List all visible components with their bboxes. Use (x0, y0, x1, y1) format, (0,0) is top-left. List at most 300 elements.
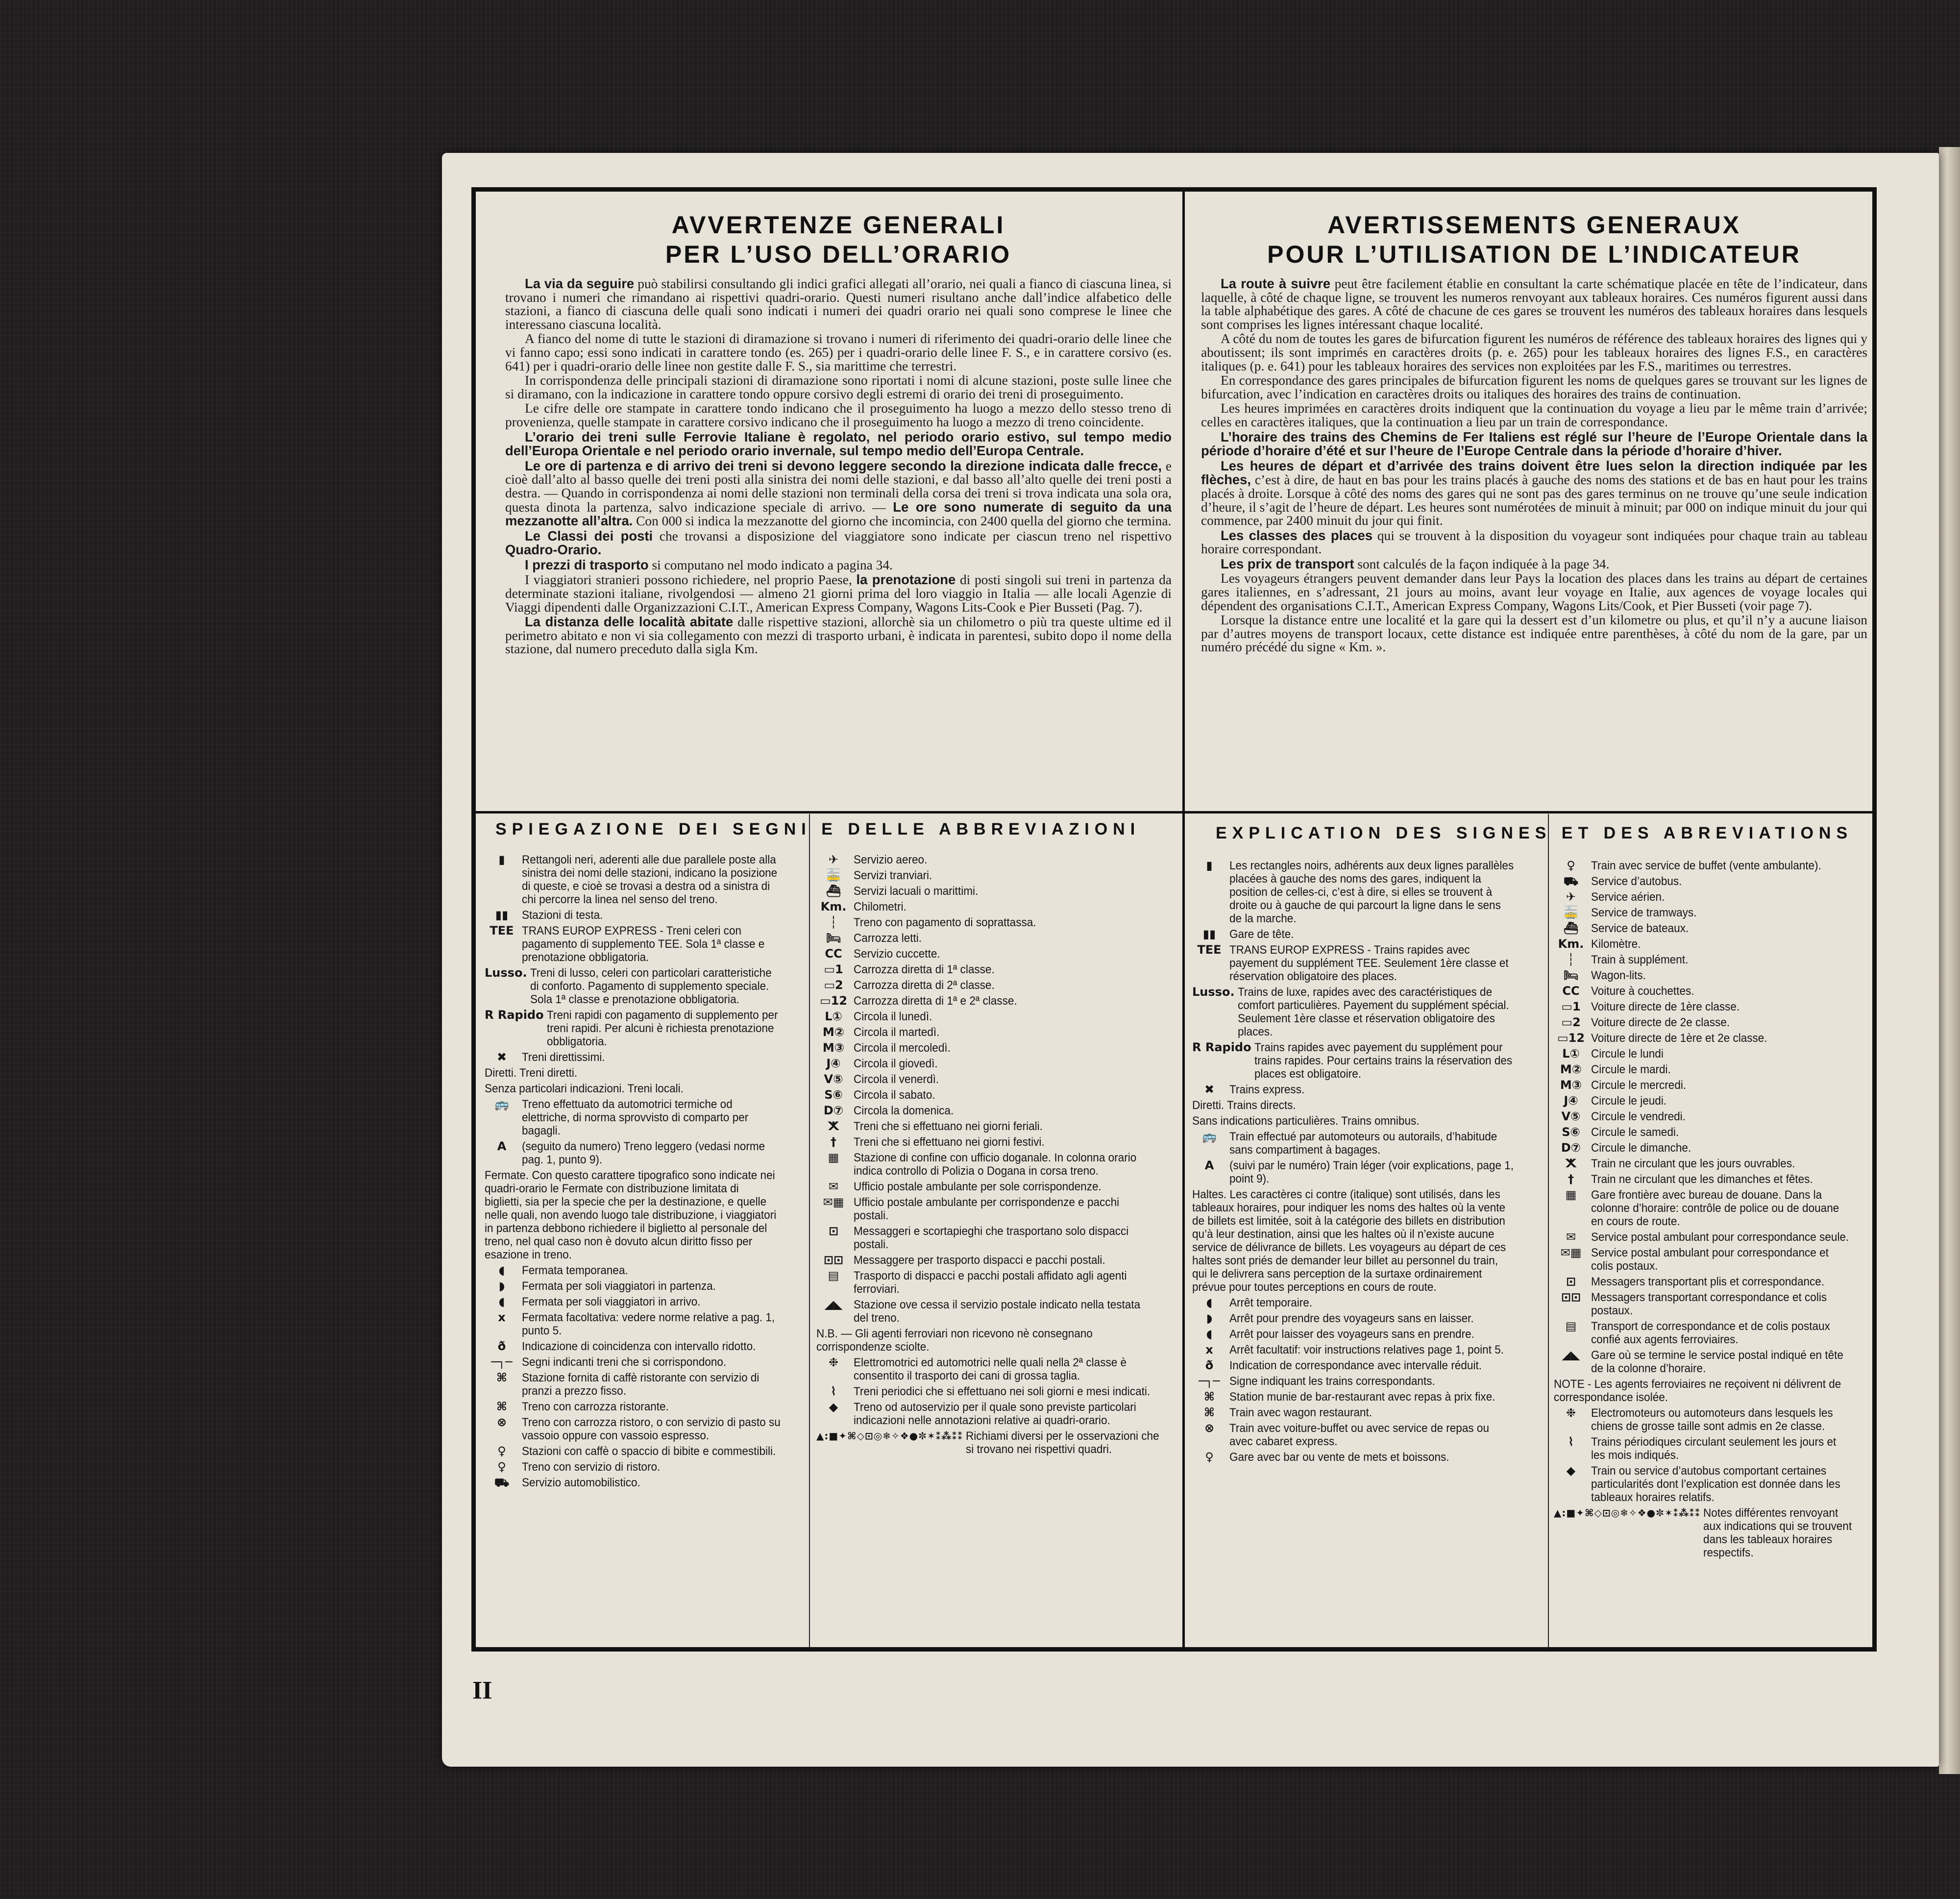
french-title-line1: AVERTISSEMENTS GENERAUX (1327, 211, 1741, 239)
legend-entry (1192, 859, 1540, 925)
legend-description: Diretti. Trains directs. (1192, 1099, 1296, 1112)
it-paragraph (505, 459, 1172, 528)
legend-entry (816, 963, 1176, 976)
legend-entry (1554, 922, 1872, 935)
legend-description: Segni indicanti treni che si corrispondono. (522, 1356, 727, 1369)
legend-symbol-icon: ⌘ (496, 1400, 508, 1413)
legend-entry (816, 979, 1176, 992)
legend-symbol-icon: ⌇ (831, 1384, 836, 1398)
legend-entry (485, 1340, 803, 1353)
legend-description: Stazioni con caffè o spaccio di bibite e commestibili. (522, 1445, 776, 1458)
legend-entry (816, 916, 1176, 929)
legend-entry (1192, 1114, 1540, 1128)
fr-p8-lead: Les prix de transport (1221, 556, 1354, 571)
legend-symbol-icon: ◖ (498, 1263, 505, 1277)
legend-symbol-icon: TEE (1197, 943, 1222, 957)
legend-symbol-icon: ┆ (1567, 953, 1575, 966)
legend-description: Circule le mercredi. (1591, 1079, 1687, 1092)
fr-p7-lead: Les classes des places (1221, 527, 1373, 543)
legend-entry (485, 1098, 803, 1137)
legend-description: Arrêt pour laisser des voyageurs sans en prendre. (1229, 1328, 1474, 1341)
legend-symbol-icon: CC (825, 947, 842, 961)
legend-symbol-icon: ◗ (1206, 1311, 1213, 1325)
legend-description: Circule le mardi. (1591, 1063, 1671, 1076)
legend-description: Treno con pagamento di soprattassa. (854, 916, 1036, 929)
legend-description: Trains de luxe, rapides avec des caractéristiques de comfort particulières. Payement du supplément spécial. Seulement 1ère classe et réservation obligatoire des places. (1237, 986, 1509, 1038)
legend-description: Stazione ove cessa il servizio postale indicato nella testata del treno. (854, 1298, 1141, 1325)
italian-title-line1: AVVERTENZE GENERALI (671, 211, 1005, 239)
legend-entry (1554, 1173, 1872, 1186)
legend-entry (1192, 1099, 1540, 1112)
it-p10: dalle rispettive stazioni, allorchè sia un chilometro o più tra queste ultime ed il perimetro abitato e non vi sia collegamento con mezzi di trasporto urbani, è indicata in parentesi, subito dopo il nome della stazione, dal numero preceduto dalla sigla Km. (505, 615, 1172, 657)
it-paragraph (505, 529, 1172, 557)
legend-entry (816, 1057, 1176, 1070)
legend-entry (1554, 1435, 1872, 1462)
legend-description: Service aérien. (1591, 890, 1665, 904)
legend-entry (1554, 875, 1872, 888)
legend-symbol-icon: ▭12 (1557, 1031, 1585, 1045)
legend-entry (1554, 1188, 1872, 1228)
it-p3: In corrispondenza delle principali stazioni di diramazione sono riportati i nomi di alcune stazioni, poste sulle linee che si diramano, con la indicazione in carattere tondo oppure corsivo degli estremi di orario dei treni di proseguimento. (505, 373, 1172, 401)
legend-entry (816, 1041, 1176, 1055)
legend-entry (1192, 1296, 1540, 1309)
legend-symbol-icon: ✈ (828, 853, 839, 866)
legend-symbol-icon: ◢◣ (1562, 1348, 1580, 1362)
legend-entry (485, 1460, 803, 1474)
legend-description: Train ne circulant que les jours ouvrables. (1591, 1157, 1795, 1170)
legend-entry (1554, 1464, 1872, 1504)
legend-symbol-icon: D⑦ (823, 1104, 844, 1117)
legend-description: Diretti. Treni diretti. (485, 1066, 578, 1080)
legend-symbol-icon: Km. (820, 900, 847, 913)
legend-description: Trasporto di dispacci e pacchi postali affidato agli agenti ferroviari. (854, 1269, 1127, 1296)
legend-symbol-icon: Lusso. (1192, 985, 1235, 999)
column-divider (1182, 192, 1185, 1647)
legend-symbol-icon: J④ (1564, 1094, 1578, 1108)
legend-description: Train ne circulant que les dimanches et fêtes. (1591, 1173, 1813, 1186)
legend-symbol-icon: R Rapido (1192, 1040, 1251, 1054)
legend-rule-it (809, 814, 810, 1647)
legend-entry (485, 853, 803, 906)
page-number: II (472, 1677, 492, 1704)
fr-paragraph (1201, 557, 1867, 571)
legend-description: Senza particolari indicazioni. Treni locali. (485, 1082, 684, 1095)
legend-entry (485, 1169, 803, 1261)
legend-symbol-icon: ✈ (1566, 890, 1576, 904)
legend-description: Circola il sabato. (854, 1088, 935, 1102)
legend-description: Circola il lunedì. (854, 1010, 932, 1023)
legend-description: Carrozza letti. (854, 932, 922, 945)
legend-description: Gare avec bar ou vente de mets et boissons. (1229, 1451, 1449, 1464)
legend-entry (485, 1082, 803, 1095)
legend-symbol-icon: ✖ (496, 1050, 507, 1064)
legend-description: Treni che si effettuano nei giorni festivi. (854, 1135, 1045, 1149)
legend-entry (816, 1180, 1176, 1193)
legend-entry (1554, 859, 1872, 872)
legend-description: Fermate. Con questo carattere tipografico sono indicate nei quadri-orario le Fermate con distribuzione limitata di biglietti, sia per la specie che per la destinazione, e quelle nelle quali, non avendo luogo tale distribuzione, i viaggiatori in partenza debbono richiedere il biglietto al personale del treno, nel qual caso non è dovuto alcun diritto fisso per esazione in treno. (485, 1169, 777, 1261)
legend-description: Stazione di confine con ufficio doganale. In colonna orario indica controllo di Polizia o Dogana in corsa treno. (854, 1151, 1137, 1178)
legend-entry (1554, 1079, 1872, 1092)
fr-paragraph (1201, 459, 1867, 528)
legend-entry (816, 1430, 1176, 1456)
legend-symbol-icon: x (1205, 1343, 1213, 1356)
legend-description: Voiture à couchettes. (1591, 985, 1694, 998)
legend-symbol-icon: ⊡⊡ (823, 1253, 844, 1267)
legend-symbol-icon: ▲:■✦⌘◇⊡◎❄✧❖●✼✶⁑⁂⁑⁑ (816, 1430, 963, 1442)
legend-entry (816, 1088, 1176, 1102)
fr-p6-lead: Les heures de départ et d’arrivée des trains doivent être lues selon la direction indiquée par les flèches, (1201, 458, 1867, 488)
legend-symbol-icon: V⑤ (1561, 1110, 1581, 1123)
legend-entry (485, 966, 803, 1006)
legend-symbol-icon: ♀ (1567, 859, 1575, 872)
legend-symbol-icon: ⊗ (1204, 1421, 1215, 1435)
italian-title-line2: PER L’USO DELL’ORARIO (665, 241, 1012, 268)
legend-entry (816, 1120, 1176, 1133)
legend-symbol-icon: A (1204, 1159, 1214, 1172)
legend-entry (485, 1051, 803, 1064)
legend-description: Indicazione di coincidenza con intervallo ridotto. (522, 1340, 756, 1353)
legend-entry (1554, 969, 1872, 982)
legend-entry (816, 1104, 1176, 1117)
legend-entry (816, 1327, 1176, 1354)
legend-entry (816, 1225, 1176, 1251)
legend-entry (816, 994, 1176, 1008)
legend-entry (485, 1009, 803, 1048)
legend-entry (485, 909, 803, 922)
legend-description: Gare frontière avec bureau de douane. Dans la colonne d’horaire: contrôle de police ou de douane en cours de route. (1591, 1188, 1839, 1228)
legend-rule-fr (1548, 814, 1549, 1647)
legend-description: Stazione fornita di caffè ristorante con servizio di pranzi a prezzo fisso. (522, 1371, 760, 1398)
legend-symbol-icon: ♀ (1205, 1450, 1214, 1464)
legend-description: Train avec service de buffet (vente ambulante). (1591, 859, 1821, 872)
timetable-page (442, 153, 1939, 1767)
legend-description: TRANS EUROP EXPRESS - Treni celeri con pagamento di supplemento TEE. Sola 1ª classe e prenotazione obbligatoria. (522, 924, 765, 964)
legend-symbol-icon: 🚌 (1202, 1130, 1217, 1143)
legend-symbol-icon: ◢◣ (824, 1298, 843, 1311)
legend-symbol-icon: ◖ (1206, 1296, 1213, 1309)
legend-description: Arrêt facultatif: voir instructions relatives page 1, point 5. (1229, 1343, 1504, 1356)
legend-entry (1192, 1312, 1540, 1325)
it-p9: I viaggiatori stranieri possono richiedere, nel proprio Paese, (525, 572, 857, 588)
legend-entry (1554, 1110, 1872, 1123)
fr-p9: Les voyageurs étrangers peuvent demander dans leur Pays la location des places dans les trains au départ de certaines gares italiennes, en s’adressant, 21 jours au moins, avant leur voyage en Italie, aux agences de voyage locales qui dépendent des organisations C.I.T., American Express Company, Wagons Lits/Cook, et Pier Busseti (voir page 7). (1201, 571, 1867, 613)
next-page-edge (1939, 147, 1960, 1774)
legend-description: Arrêt temporaire. (1229, 1296, 1313, 1309)
legend-entry (485, 1416, 803, 1442)
legend-description: Electromoteurs ou automoteurs dans lesquels les chiens de grosse taille sont admis en 2e classe. (1591, 1406, 1833, 1433)
legend-entry (1554, 1275, 1872, 1288)
legend-symbol-icon: L① (1562, 1047, 1580, 1060)
legend-symbol-icon: ⛟ (494, 1476, 510, 1489)
fr-p2: A côté du nom de toutes les gares de bifurcation figurent les numéros de référence des tableaux horaires des lignes qui y aboutissent; ils sont imprimés en caractères droits (p. e. 265) pour les tableaux horaires des lignes F.S., en caractères italiques (p. e. 641) pour les tableaux horaires des services non exploitées par les F.S., maritimes ou terrestres. (1201, 331, 1867, 373)
legend-symbol-icon: M② (822, 1025, 845, 1039)
legend-description: Treni periodici che si effettuano nei soli giorni e mesi indicati. (854, 1385, 1151, 1398)
legend-description: Messaggeri e scortapieghi che trasportano solo dispacci postali. (854, 1225, 1129, 1251)
legend-entry (1192, 1041, 1540, 1081)
legend-description: Ufficio postale ambulante per sole corrispondenze. (854, 1180, 1102, 1193)
legend-symbol-icon: ♀ (497, 1460, 506, 1474)
legend-description: Fermata facoltativa: vedere norme relative a pag. 1, punto 5. (522, 1311, 775, 1337)
legend-entry (485, 924, 803, 964)
legend-symbol-icon: ❉ (828, 1356, 839, 1369)
fr-p5: L’horaire des trains des Chemins de Fer Italiens est réglé sur l’heure de l’Europe Orientale dans la période d’horaire d’été et sur l’heure de l’Europe Centrale dans la période d’horaire d’hiver. (1201, 429, 1867, 459)
legend-description: Transport de correspondance et de colis postaux confié aux agents ferroviaires. (1591, 1320, 1830, 1346)
legend-symbol-icon: S⑥ (1562, 1125, 1580, 1139)
legend-description: Service postal ambulant pour correspondance seule. (1591, 1231, 1849, 1244)
legend-entry (1554, 1349, 1872, 1375)
legend-entry (485, 1476, 803, 1489)
legend-symbol-icon: † (1568, 1172, 1574, 1186)
legend-entry (1554, 890, 1872, 904)
legend-entry (1192, 986, 1540, 1038)
legend-description: Stazioni di testa. (522, 909, 603, 922)
legend-symbol-icon: ✖ (1204, 1083, 1215, 1096)
italian-body (505, 277, 1172, 656)
legend-description: Arrêt pour prendre des voyageurs sans en laisser. (1229, 1312, 1474, 1325)
legend-entry (1554, 1016, 1872, 1029)
legend-symbol-icon: ▭12 (819, 994, 848, 1008)
legend-symbol-icon: ▤ (1565, 1319, 1577, 1333)
legend-description: Voiture directe de 1ère classe. (1591, 1000, 1740, 1013)
legend-symbol-icon: ⛴ (826, 884, 841, 898)
legend-description: Service d’autobus. (1591, 875, 1682, 888)
legend-symbol-icon: ▮▮ (1202, 927, 1216, 941)
legend-entry (1554, 1291, 1872, 1317)
legend-entry (816, 932, 1176, 945)
legend-symbol-icon: V⑤ (824, 1072, 843, 1086)
legend-description: Trains rapides avec payement du supplément pour trains rapides. Pour certains trains la réservation des places est obligatoire. (1254, 1041, 1512, 1081)
legend-symbol-icon: ð (497, 1339, 506, 1353)
legend-description: Wagon-lits. (1591, 969, 1646, 982)
legend-entry (816, 1254, 1176, 1267)
legend-description: Voiture directe de 2e classe. (1591, 1016, 1730, 1029)
fr-p4: Les heures imprimées en caractères droits indiquent que la continuation du voyage a lieu par le même train d’arrivée; celles en caractères italiques, que la continuation a lieu par un train de correspondance. (1201, 401, 1867, 429)
legend-entry (816, 853, 1176, 866)
legend-entry (1192, 1375, 1540, 1388)
legend-symbol-icon: 🚌 (494, 1097, 509, 1111)
legend-description: Servizio automobilistico. (522, 1476, 640, 1489)
legend-description: Gare où se termine le service postal indiqué en tête de la colonne d’horaire. (1591, 1349, 1843, 1375)
legend-description: Circule le jeudi. (1591, 1094, 1667, 1108)
it-p9-bold: la prenotazione (856, 572, 956, 588)
italian-column (505, 192, 1172, 657)
it-p7-bold: Quadro-Orario. (505, 542, 602, 558)
it-p9-end: di posti singoli sui treni in partenza da determinate stazioni italiane, rivolgendosi — almeno 21 giorni prima del loro viaggio in Italia — alle locali Agenzie di Viaggi dipendenti dalle Organizzazioni C.I.T., American Express Company, Wagons Lits-Cook e Pier Busseti (Pag. 7). (505, 572, 1172, 615)
legend-entry (816, 1026, 1176, 1039)
it-paragraph (505, 558, 1172, 572)
legend-entry (485, 1066, 803, 1080)
legend-symbol-icon: ✉▦ (823, 1195, 844, 1209)
legend-symbol-icon: M② (1560, 1062, 1582, 1076)
french-legend-title: EXPLICATION DES SIGNES ET DES ABREVIATIONS (1216, 824, 1853, 842)
legend-description: Sans indications particulières. Trains omnibus. (1192, 1114, 1420, 1128)
legend-description: Circule le dimanche. (1591, 1141, 1691, 1155)
legend-symbol-icon: ⌘ (1203, 1390, 1215, 1404)
legend-symbol-icon: ⌇ (1568, 1435, 1574, 1449)
legend-description: Train effectué par automoteurs ou autorails, d’habitude sans compartiment à bagages. (1229, 1130, 1497, 1157)
legend-entry (1192, 1328, 1540, 1341)
legend-symbol-icon: ▮▮ (495, 908, 509, 922)
legend-description: Fermata temporanea. (522, 1264, 628, 1277)
italian-title (505, 210, 1172, 269)
legend-entry (816, 1196, 1176, 1222)
legend-entry (1192, 1451, 1540, 1464)
legend-entry (485, 1295, 803, 1308)
legend-description: TRANS EUROP EXPRESS - Trains rapides avec payement du supplément TEE. Seulement 1ère classe et réservation obligatoire des places. (1229, 943, 1509, 983)
it-paragraph (505, 615, 1172, 656)
legend-symbol-icon: 🚋 (826, 868, 841, 882)
legend-description: Servizio cuccette. (854, 947, 940, 961)
legend-entry (485, 1140, 803, 1166)
legend-entry (1554, 1378, 1872, 1404)
legend-description: Rettangoli neri, aderenti alle due parallele poste alla sinistra dei nomi delle stazioni, indicano la posizione di queste, e cioè se trovasi a destra od a sinistra di chi percorre la linea nel senso del treno. (522, 853, 778, 906)
legend-symbol-icon: S⑥ (824, 1088, 843, 1102)
legend-description: (seguito da numero) Treno leggero (vedasi norme pag. 1, punto 9). (522, 1140, 765, 1166)
legend-description: Servizi tranviari. (854, 869, 932, 882)
french-body (1201, 277, 1867, 654)
legend-entry (485, 1311, 803, 1337)
legend-symbol-icon: L① (825, 1010, 842, 1023)
legend-description: Trains périodiques circulant seulement les jours et les mois indiqués. (1591, 1435, 1837, 1462)
fr-paragraph (1201, 277, 1867, 331)
legend-description: Richiami diversi per le osservazioni che si trovano nei rispettivi quadri. (966, 1430, 1160, 1456)
legend-symbol-icon: ▭2 (824, 978, 843, 992)
legend-symbol-icon: TEE (490, 924, 514, 937)
legend-symbol-icon: ⵅ (1566, 1157, 1576, 1170)
legend-symbol-icon: Lusso. (485, 966, 527, 980)
legend-description: Trains express. (1229, 1083, 1305, 1096)
legend-description: Fermata per soli viaggiatori in partenza. (522, 1280, 716, 1293)
legend-entry (1554, 1506, 1872, 1559)
it-p1: può stabilirsi consultando gli indici grafici allegati all’orario, nei quali a fianco di ciascuna linea, si trovano i numeri che rimandano ai rispettivi quadri-orario. Questi numeri risultano anche dall’indice alfabetico delle stazioni, a fianco di ciascuna delle quali sono indicati i numeri dei quadri orario nei quali sono comprese le linee che interessano ciascuna località. (505, 276, 1172, 332)
legend-entry (816, 869, 1176, 882)
legend-entry (485, 1445, 803, 1458)
legend-description: Treno con carrozza ristoro, o con servizio di pasto su vassoio oppure con vassoio espresso. (522, 1416, 781, 1442)
legend-entry (1192, 1406, 1540, 1419)
legend-description: Signe indiquant les trains correspondants. (1229, 1375, 1435, 1388)
legend-description: Servizi lacuali o marittimi. (854, 885, 979, 898)
legend-description: Indication de correspondance avec intervalle réduit. (1229, 1359, 1482, 1372)
legend-entry (816, 947, 1176, 961)
italian-legend-left (485, 853, 803, 1492)
legend-symbol-icon: A (497, 1139, 507, 1153)
legend-description: Notes différentes renvoyant aux indications qui se trouvent dans les tableaux horaires respectifs. (1703, 1506, 1852, 1559)
legend-description: Circola la domenica. (854, 1104, 954, 1117)
legend-entry (1554, 1126, 1872, 1139)
legend-symbol-icon: ◗ (498, 1279, 505, 1293)
it-p2: A fianco del nome di tutte le stazioni di diramazione si trovano i numeri di riferimento dei quadri-orario delle linee che vi fanno capo; essi sono indicati in carattere tondo (es. 265) per i quadri-orario delle linee F. S., e in carattere corsivo (es. 641) per i quadri-orario delle linee non gestite dalle F. S., sia marittime che terrestri. (505, 331, 1172, 373)
legend-symbol-icon: ⛟ (1563, 874, 1579, 888)
fr-p1-lead: La route à suivre (1221, 276, 1331, 291)
legend-entry (485, 1280, 803, 1293)
legend-description: Gare de tête. (1229, 928, 1294, 941)
legend-description: Elettromotrici ed automotrici nelle quali nella 2ª classe è consentito il trasporto dei cani di grossa taglia. (854, 1356, 1127, 1382)
legend-description: Service postal ambulant pour correspondance et colis postaux. (1591, 1246, 1829, 1273)
legend-entry (1192, 928, 1540, 941)
legend-description: Treni rapidi con pagamento di supplemento per treni rapidi. Per alcuni è richiesta prenotazione obbligatoria. (546, 1009, 778, 1048)
legend-entry (816, 1401, 1176, 1427)
legend-description: Circola il venerdì. (854, 1073, 939, 1086)
legend-entry (1554, 985, 1872, 998)
legend-entry (1192, 1359, 1540, 1372)
fr-paragraph (1201, 430, 1867, 458)
legend-description: Train avec voiture-buffet ou avec service de repas ou avec cabaret express. (1229, 1422, 1489, 1448)
legend-description: (suivi par le numéro) Train léger (voir explications, page 1, point 9). (1229, 1159, 1514, 1185)
legend-entry (816, 1356, 1176, 1382)
it-p6-bold: Le ore sono numerate di seguito da una mezzanotte all’altra. (505, 499, 1172, 529)
legend-symbol-icon: ▦ (828, 1151, 839, 1164)
legend-description: Treni che si effettuano nei giorni feriali. (854, 1120, 1043, 1133)
french-title (1201, 210, 1867, 269)
legend-description: Circule le samedi. (1591, 1126, 1679, 1139)
legend-entry (1554, 1406, 1872, 1433)
legend-symbol-icon: ◆ (829, 1400, 838, 1414)
fr-p1: peut être facilement établie en consultant la carte schématique placée en tête de l’indicateur, dans laquelle, à côté de chaque ligne, se trouvent les numeros renvoyant aux tableaux horaires. Ces numéros figurent aussi dans la table alphabétique des gares. A côté de chacune de ces gares se trouvent les numéros des tableaux horaires dans lesquels sont comprises les lignes intéressant chaque localité. (1201, 276, 1867, 332)
it-p8: si computano nel modo indicato a pagina 34. (648, 557, 893, 572)
legend-symbol-icon: ✉ (828, 1180, 839, 1193)
french-legend-left (1192, 859, 1540, 1466)
legend-entry (1192, 1159, 1540, 1185)
legend-symbol-icon: ◆ (1566, 1464, 1576, 1478)
legend-symbol-icon: ⌘ (496, 1371, 508, 1384)
legend-symbol-icon: 🚋 (1564, 906, 1578, 919)
legend-description: Train ou service d’autobus comportant certaines particularités dont l’explication est donnée dans les tableaux horaires relatifs. (1591, 1464, 1840, 1504)
legend-symbol-icon: 🛏 (1563, 968, 1579, 982)
legend-entry (1554, 1047, 1872, 1060)
legend-symbol-icon: ─┐─ (491, 1355, 513, 1369)
legend-entry (1192, 943, 1540, 983)
legend-description: Voiture directe de 1ère et 2e classe. (1591, 1032, 1767, 1045)
legend-symbol-icon: 🛏 (826, 931, 841, 945)
legend-symbol-icon: CC (1562, 984, 1580, 998)
legend-description: Train avec wagon restaurant. (1229, 1406, 1372, 1419)
legend-description: Treno con servizio di ristoro. (522, 1460, 661, 1474)
it-paragraph (505, 430, 1172, 458)
legend-entry (1554, 953, 1872, 966)
legend-entry (485, 1371, 803, 1398)
legend-symbol-icon: ⛴ (1563, 921, 1579, 935)
legend-description: Circola il mercoledì. (854, 1041, 951, 1055)
legend-symbol-icon: ♀ (497, 1444, 506, 1458)
legend-symbol-icon: ▮ (498, 853, 505, 866)
section-rule (476, 811, 1872, 814)
legend-description: Kilomètre. (1591, 937, 1641, 951)
legend-entry (816, 900, 1176, 913)
legend-entry (1192, 1083, 1540, 1096)
fr-p8: sont calculés de la façon indiquée à la page 34. (1354, 556, 1610, 571)
legend-symbol-icon: ⊡⊡ (1561, 1290, 1581, 1304)
it-p8-lead: I prezzi di trasporto (525, 557, 649, 572)
legend-entry (816, 885, 1176, 898)
legend-entry (485, 1264, 803, 1277)
legend-entry (1554, 1157, 1872, 1170)
legend-symbol-icon: ❉ (1566, 1406, 1576, 1420)
legend-description: Train à supplément. (1591, 953, 1689, 966)
legend-entry (485, 1356, 803, 1369)
legend-symbol-icon: ⌘ (1203, 1406, 1215, 1419)
legend-entry (816, 1269, 1176, 1296)
legend-symbol-icon: J④ (826, 1057, 841, 1070)
it-p1-lead: La via da seguire (525, 276, 635, 291)
it-p7-lead: Le Classi dei posti (525, 528, 653, 543)
legend-description: Haltes. Les caractères ci contre (italique) sont utilisés, dans les tableaux horaires, pour indiquer les noms des haltes où la vente de billets est limitée, soit à la catégorie des billets en distribution qu’à leur destination, ainsi que les haltes où il n’existe aucune service de délivrance de billets. Les voyageurs au départ de ces haltes sont priés de demander leur billet au personnel du train, qui le delivrera sans perception de la surtaxe ordinairement prévue pour toutes perceptions en cours de route. (1192, 1188, 1506, 1294)
legend-symbol-icon: ⊡ (828, 1224, 839, 1238)
legend-symbol-icon: M③ (1560, 1078, 1582, 1092)
it-p10-lead: La distanza delle località abitate (525, 614, 734, 630)
legend-symbol-icon: ▭2 (1561, 1015, 1581, 1029)
it-paragraph (505, 573, 1172, 614)
legend-description: Service de tramways. (1591, 906, 1697, 919)
